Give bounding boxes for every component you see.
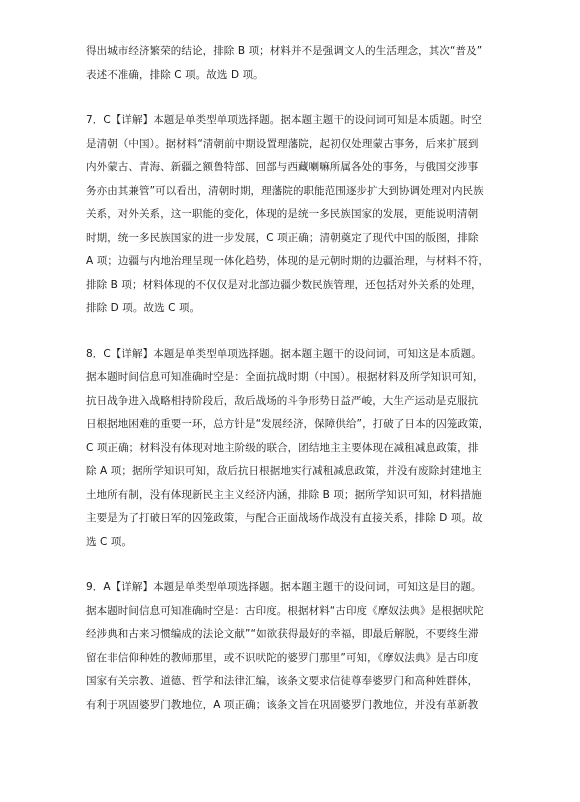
text-line: 务亦由其兼管”可以看出，清朝时期，理藩院的职能范围逐步扩大到协调处理对内民族 [86, 184, 484, 197]
paragraph-question-9 [86, 576, 506, 717]
text-line: C 项正确；材料没有体现对地主阶级的联合，团结地主主要体现在减租减息政策，排 [86, 441, 479, 454]
text-line: 9．A【详解】本题是单类型单项选择题。据本题主题干的设问词，可知这是目的题。 [86, 581, 482, 593]
text-line: 日根据地困难的重要一环，总方针是“发展经济，保障供给”，打破了日本的囚笼政策， [86, 418, 490, 430]
text-line: 据本题时间信息可知准确时空是：古印度。根据材料“古印度《摩奴法典》是根据吠陀 [86, 604, 484, 617]
text-line: 时期，统一多民族国家的进一步发展，C 项正确；清朝奠定了现代中国的版图，排除 [86, 231, 479, 244]
text-line: 表述不准确，排除 C 项。故选 D 项。 [86, 68, 264, 81]
text-line: 据本题时间信息可知准确时空是：全面抗战时期（中国）。根据材料及所学知识可知， [86, 371, 484, 383]
text-line: A 项；边疆与内地治理呈现一体化趋势，体现的是元朝时期的边疆治理，与材料不符， [86, 255, 489, 267]
paragraph-question-6-end [86, 40, 506, 87]
text-line: 7．C【详解】本题是单类型单项选择题。据本题主题干的设问词可知是本质题。时空 [86, 114, 482, 126]
text-line: 排除 B 项；材料体现的不仅仅是对北部边疆少数民族管理，还包括对外关系的处理， [86, 278, 482, 291]
text-line: 8．C【详解】本题是单类型单项选择题。据本题主题干的设问词，可知这是本质题。 [86, 347, 482, 360]
text-line: 排除 D 项。故选 C 项。 [86, 302, 201, 314]
text-line: 有利于巩固婆罗门教地位，A 项正确；该条文旨在巩固婆罗门教地位，并没有革新教 [86, 698, 479, 711]
text-line: 留在非信仰种姓的教师那里，或不识吠陀的婆罗门那里”可知，《摩奴法典》是古印度 [86, 651, 479, 664]
text-line: 内外蒙古、青海、新疆之额鲁特部、回部与西藏喇嘛所属各处的事务，与俄国交涉事 [86, 161, 479, 173]
text-line: 经涉典和古来习惯编成的法论文献”“如欲获得最好的幸福，即最后解脱，不要终生滞 [86, 628, 479, 640]
text-line: 是清朝（中国）。据材料“清朝前中期设置理藩院，起初仅处理蒙古事务，后来扩展到 [86, 137, 479, 150]
text-line: 国家有关宗教、道德、哲学和法律汇编，该条文要求信徒尊奉婆罗门和高种姓群体， [86, 675, 479, 687]
text-line: 土地所有制，没有体现新民主主义经济内涵，排除 B 项；据所学知识可知，材料措施 [86, 488, 482, 501]
answer-explanations [86, 40, 506, 717]
paragraph-gap [86, 87, 506, 109]
text-line: 关系，对外关系，这一职能的变化，体现的是统一多民族国家的发展，更能说明清朝 [86, 208, 479, 220]
text-line: 选 C 项。 [86, 535, 133, 548]
text-line: 主要是为了打破日军的囚笼政策，与配合正面战场作战没有直接关系，排除 D 项。故 [86, 512, 483, 524]
paragraph-question-7 [86, 109, 506, 321]
paragraph-gap [86, 554, 506, 576]
text-line: 得出城市经济繁荣的结论，排除 B 项；材料并不是强调文人的生活理念，其次“普及” [86, 45, 483, 57]
paragraph-question-8 [86, 343, 506, 555]
paragraph-gap [86, 321, 506, 343]
text-line: 除 A 项；据所学知识可知，敌后抗日根据地实行减租减息政策，并没有废除封建地主 [86, 465, 482, 477]
text-line: 抗日战争进入战略相持阶段后，敌后战场的斗争形势日益严峻，大生产运动是克服抗 [86, 394, 479, 407]
